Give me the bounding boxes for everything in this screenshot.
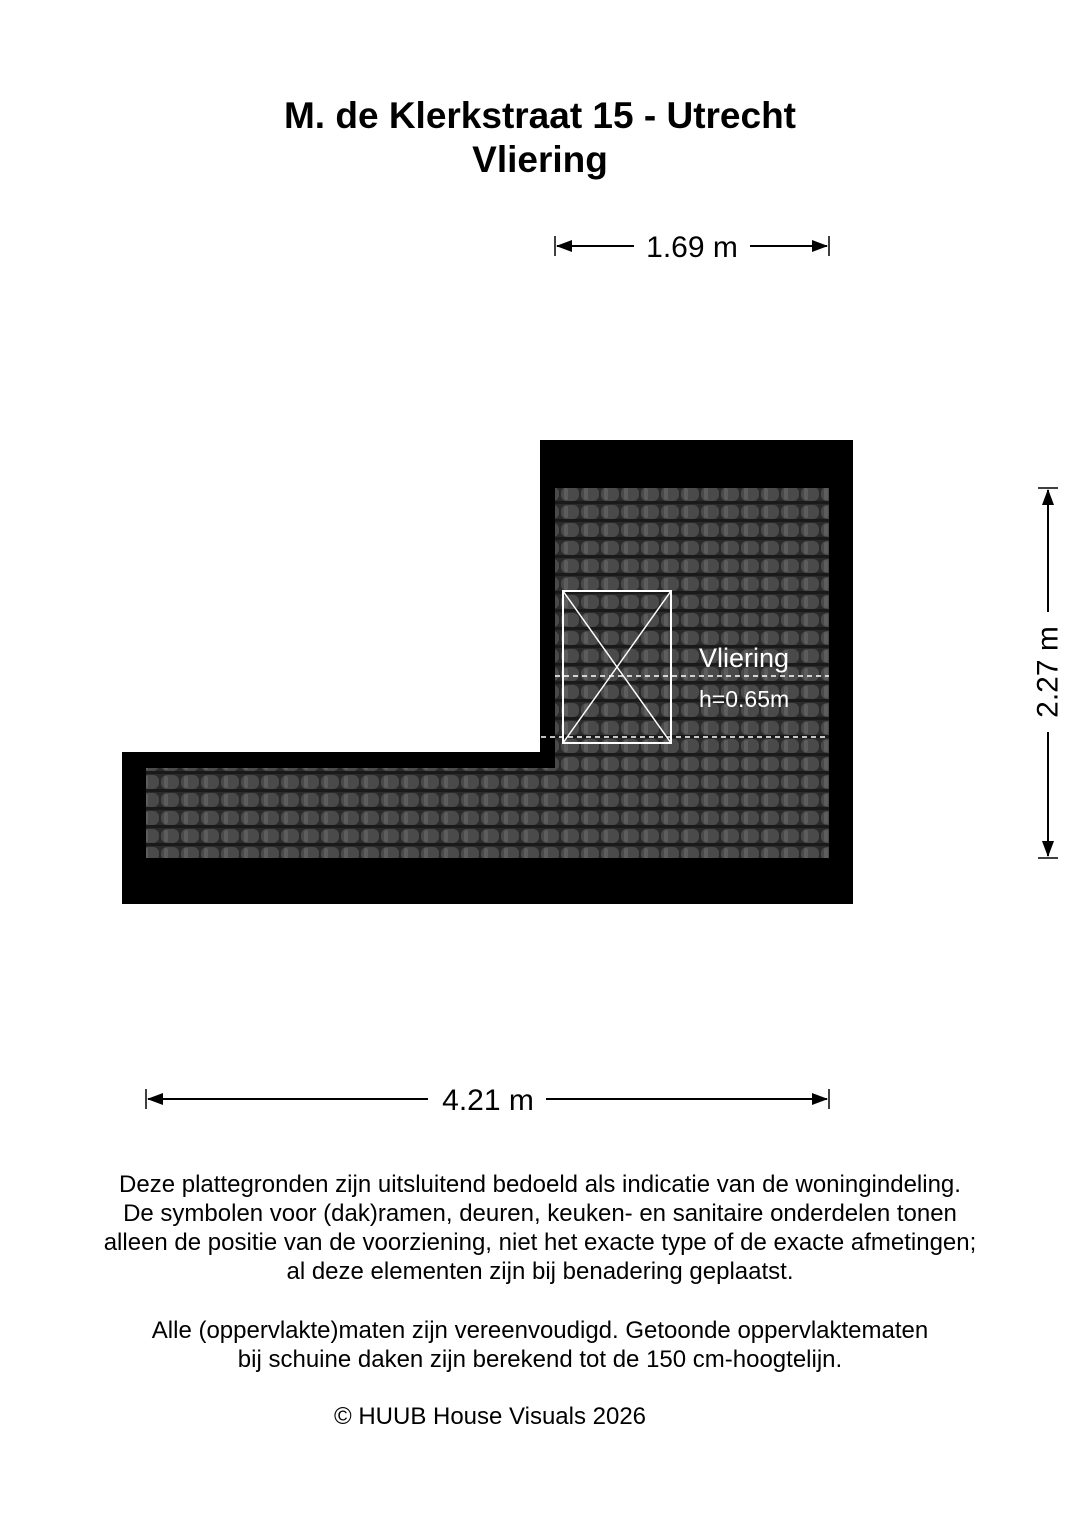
arrow-icon [1042,841,1054,857]
arrow-icon [812,240,828,252]
disclaimer-line: Alle (oppervlakte)maten zijn vereenvoudigd. Getoonde oppervlaktematen [151,1317,929,1344]
disclaimer-paragraph-1 [0,1170,1080,1286]
roof-tiles-upper [555,488,829,768]
dimension-top-label: 1.69 m [646,231,738,264]
dimension-right-label: 2.27 m [1031,626,1065,718]
dimension-bottom-label: 4.21 m [442,1084,534,1117]
disclaimer-line: De symbolen voor (dak)ramen, deuren, keuken- en sanitaire onderdelen tonen [123,1200,957,1227]
arrow-icon [1042,489,1054,505]
disclaimer-line: alleen de positie van de voorziening, niet het exacte type of de exacte afmetingen; [103,1229,977,1256]
room-name: Vliering [699,643,790,673]
roof-tiles-lower [146,768,829,858]
disclaimer-line: bij schuine daken zijn berekend tot de 150 cm-hoogtelijn. [237,1346,843,1373]
disclaimer-paragraph-2 [0,1316,1080,1374]
arrow-icon [812,1093,828,1105]
arrow-icon [147,1093,163,1105]
copyright-notice: © HUUB House Visuals 2026 [333,1403,647,1430]
room-height: h=0.65m [699,686,790,712]
disclaimer-line: al deze elementen zijn bij benadering geplaatst. [286,1258,794,1285]
address-title: M. de Klerkstraat 15 - Utrecht [283,95,796,136]
disclaimer-line: Deze plattegronden zijn uitsluitend bedoeld als indicatie van de woningindeling. [119,1171,961,1198]
floor-title: Vliering [472,139,608,180]
arrow-icon [556,240,572,252]
